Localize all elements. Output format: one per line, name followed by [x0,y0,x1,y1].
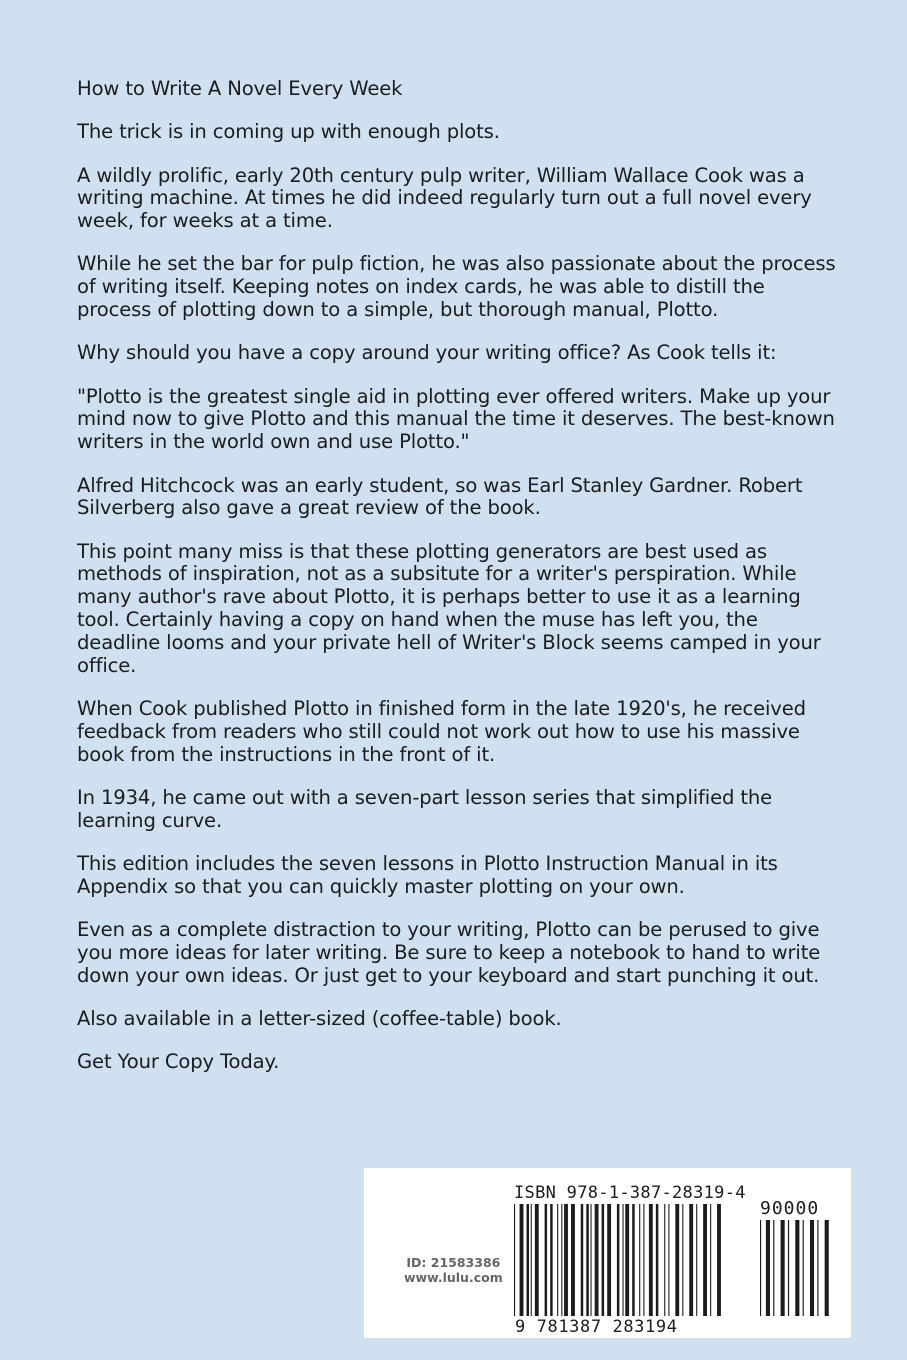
ean-bar [649,1204,653,1316]
ean-bar [622,1204,623,1316]
ean-bar [632,1204,634,1316]
call-to-action: Get Your Copy Today. [77,1050,280,1074]
addon-bar [781,1220,785,1316]
ean-bar [643,1204,644,1316]
paragraph: Even as a complete distraction to your writing, Plotto can be perused to give you more ideas for later writing. Be sure to keep a notebook to hand to write down your own ideas. Or just get to your keyboard and start punching it out. [77,918,821,987]
ean-bar [586,1204,588,1316]
addon-bar [803,1220,804,1316]
addon-bar [795,1220,799,1316]
paragraph: The trick is in coming up with enough plots. [77,120,500,144]
back-cover-text [77,78,837,1095]
ean-bar [625,1204,629,1316]
paragraph: When Cook published Plotto in finished form in the late 1920's, he received feedback from readers who still could not work out how to use his massive book from the instructions in the front of it. [77,696,806,766]
addon-bars [760,1220,829,1316]
ean-bar [581,1204,583,1316]
paragraph: A wildly prolific, early 20th century pulp writer, William Wallace Cook was a writing machine. At times he did indeed regularly turn out a full novel every week, for weeks at a time. [77,163,812,233]
paragraph: This point many miss is that these plotting generators are best used as methods of inspiration, not as a subsitute for a writer's perspiration. While many author's rave about Plotto, it is perhaps better to use it as a learning tool. Certainly having a copy on hand when the muse has left you, the deadline looms and your private hell of Writer's Block seems camped in your office. [77,539,821,677]
ean-bar [595,1204,599,1316]
addon-bar [810,1220,814,1316]
addon-bar [788,1220,789,1316]
ean-bar [564,1204,568,1316]
paragraph: Also available in a letter-sized (coffee-table) book. [77,1006,562,1030]
ean-bar [710,1204,711,1316]
ean-bar [550,1204,552,1316]
ean-bar [675,1204,679,1316]
barcode-graphic [364,1168,851,1338]
paragraph: Alfred Hitchcock was an early student, so was Earl Stanley Gardner. Robert Silverberg also gave a great review of the book. [77,473,803,520]
quote-paragraph: "Plotto is the greatest single aid in plotting ever offered writers. Make up your mind now to give Plotto and this manual the time it deserves. The best-known writers in the world own and use Plotto." [77,384,835,454]
ean-bar [703,1204,707,1316]
ean-bar [531,1204,532,1316]
ean-bar [682,1204,683,1316]
addon-bar [766,1220,770,1316]
addon-bar [817,1220,818,1316]
ean-bar [520,1204,524,1316]
ean-bar [639,1204,640,1316]
ean-bar [607,1204,611,1316]
ean-bar [590,1204,591,1316]
ean-digits: 9 781387 283194 [515,1317,678,1337]
lulu-id: ID: 21583386 [406,1255,501,1270]
paragraph: This edition includes the seven lessons in Plotto Instruction Manual in its Appendix so that you can quickly master plotting on your own. [77,851,778,898]
price-code: 90000 [760,1198,820,1219]
ean-bar [664,1204,665,1316]
ean-bar [571,1204,575,1316]
title-line: How to Write A Novel Every Week [77,77,403,100]
ean-bar [689,1204,693,1316]
paragraph: While he set the bar for pulp fiction, he was also passionate about the process of writing itself. Keeping notes on index cards, he was able to distill the process of plotting down to a simple, but thorough manual, Plotto. [77,252,836,322]
ean-bar [617,1204,619,1316]
ean-bar [717,1204,721,1316]
addon-bar [760,1220,761,1316]
paragraph: In 1934, he came out with a seven-part lesson series that simplified the learning curve. [77,785,773,832]
ean-bar [527,1204,529,1316]
ean-bar [602,1204,604,1316]
isbn-label: ISBN 978-1-387-28319-4 [514,1183,746,1203]
paragraph: Why should you have a copy around your writing office? As Cook tells it: [77,341,777,365]
ean-bars [514,1204,721,1316]
ean-bar [545,1204,547,1316]
ean-bar [535,1204,539,1316]
ean-bar [656,1204,658,1316]
ean-bar [561,1204,562,1316]
lulu-url: www.lulu.com [404,1270,503,1285]
ean-bar [557,1204,558,1316]
ean-bar [668,1204,669,1316]
ean-bar [696,1204,697,1316]
addon-bar [773,1220,774,1316]
ean-bar [514,1204,515,1316]
barcode-panel [364,1168,851,1338]
addon-bar [825,1220,829,1316]
